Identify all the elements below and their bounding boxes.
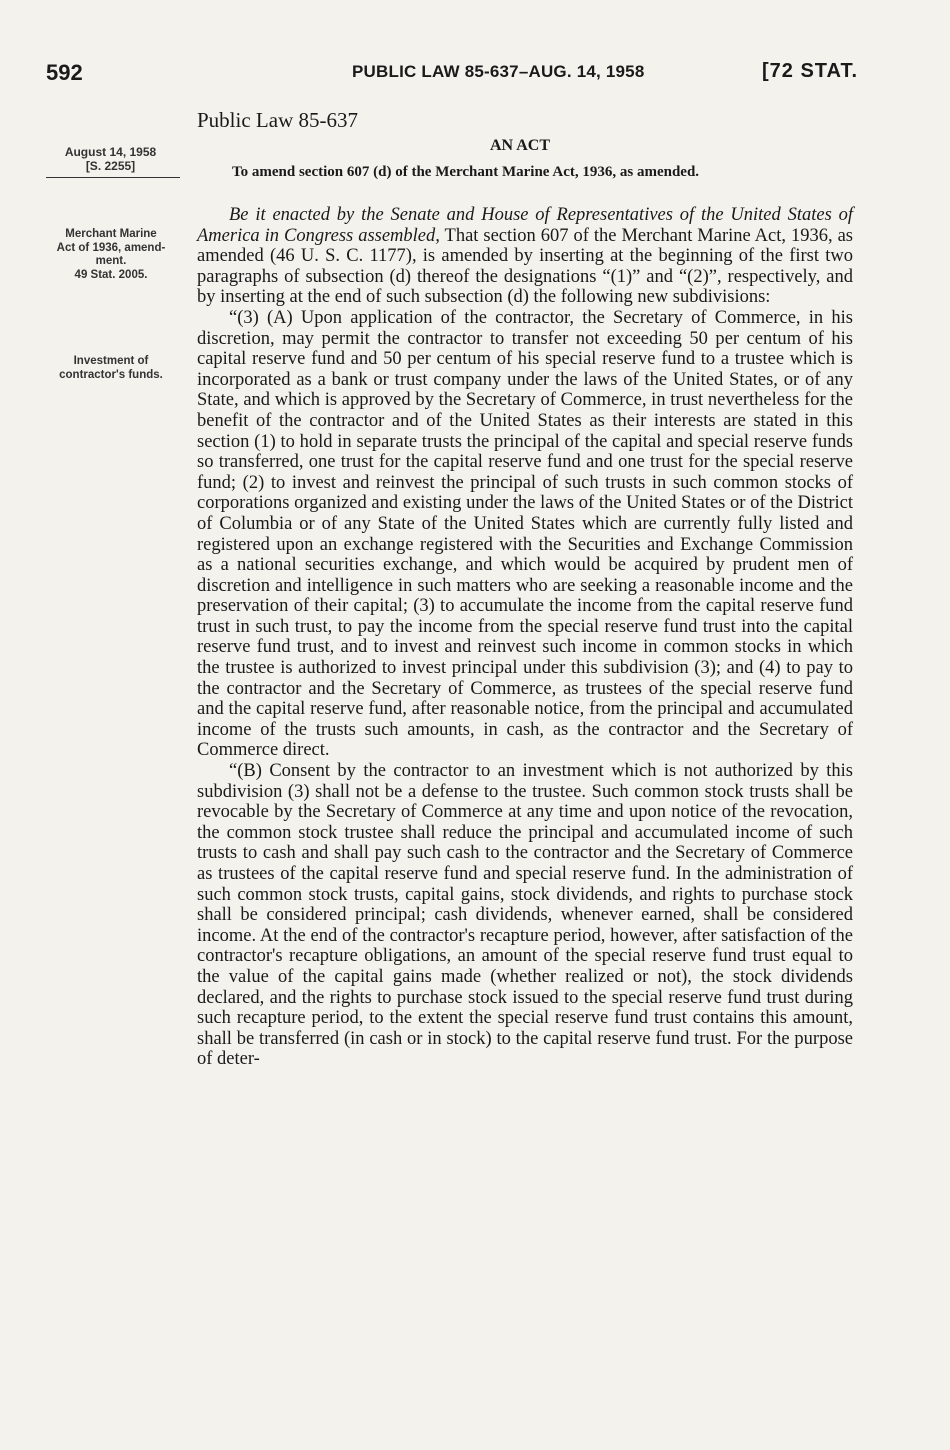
page-number: 592 [46,60,83,85]
act-description: To amend section 607 (d) of the Merchant Marine Act, 1936, as amended. [232,164,700,180]
paragraph-subdivision-3b: “(B) Consent by the contractor to an investment which is not authorized by this subdivision (3) shall not be a defense to the trustee. Such common stock trusts shall be revocable by the Secretary of Commerce at any time and upon notice of the revocation, the common stock trustee shall reduce the principal and accumulated income of such trusts to cash and shall pay such cash to the contractor and the Secretary of Commerce as trustees of the capital reserve fund and special reserve fund. In the administration of such common stock trusts, capital gains, stock dividends, and rights to purchase stock shall be considered principal; cash dividends, whenever earned, shall be considered income. At the end of the contractor's recapture period, however, after satisfaction of the contractor's recapture obligations, an amount of the special reserve fund trust equal to the value of the capital gains made (whether realized or not), the stock dividends declared, and the rights to purchase stock issued to the special reserve fund trust during such recapture period, to the extent the special reserve fund trust contains this amount, shall be transferred (in cash or in stock) to the capital reserve fund trust. For the purpose of deter- [197,761,853,1070]
running-title: PUBLIC LAW 85-637–AUG. 14, 1958 [352,62,645,81]
paragraph-subdivision-3a: “(3) (A) Upon application of the contractor, the Secretary of Commerce, in his discretion, may permit the contractor to transfer not exceeding 50 per centum of his capital reserve fund and 50 per centum of his special reserve fund to a trustee which is incorporated as a bank or trust company under the laws of the United States, or of any State, and which is approved by the Secretary of Commerce, in trust nevertheless for the benefit of the contractor and of the United States as their interests are stated in this section (1) to hold in separate trusts the principal of the capital and special reserve funds so transferred, one trust for the capital reserve fund and one trust for the special reserve fund; (2) to invest and reinvest the principal of such trusts in such common stocks of corporations organized and existing under the laws of the United States or of the District of Columbia or of any State of the United States which are currently fully listed and registered upon an exchange registered with the Securities and Exchange Commission as a national securities exchange, and which would be acquired by prudent men of discretion and intelligence in such matters who are seeking a reasonable income and the preservation of their capital; (3) to accumulate the income from the capital reserve fund trust in such trust, to pay the income from the special reserve fund trust into the capital reserve fund trust, and to invest and reinvest such income in common stocks in which the trustee is authorized to invest principal under this subdivision (3); and (4) to pay to the contractor and the Secretary of Commerce, as trustees of the special reserve fund and the capital reserve fund, after reasonable notice, from the principal and accumulated income of the trusts such amounts, in cash, as the contractor and the Secretary of Commerce direct. [197,307,853,761]
law-title: Public Law 85-637 [197,108,358,132]
margin-note-line: 49 Stat. 2005. [74,268,148,281]
margin-divider [46,177,180,178]
margin-bill-number: [S. 2255] [85,159,136,173]
margin-date: August 14, 1958 [64,145,157,159]
act-label: AN ACT [490,137,551,154]
margin-note-amendment [36,228,186,282]
paragraph-text: That section 607 of the Merchant Marine Act, 1936, as amended (46 U. S. C. 1177), is amended by inserting at the beginning of the first two paragraphs of subsection (d) thereof the designations “(1)” and “(2)”, respectively, and by inserting at the end of such subsection (d) the following new subdivisions: [197,225,853,308]
margin-date-note [38,145,183,173]
margin-note-line: ment. [95,255,127,267]
margin-note-investment [36,355,186,382]
margin-note-line: Investment of [73,355,149,367]
margin-note-line: contractor's funds. [59,368,163,381]
enacting-clause: Be it enacted by the Senate and House of Representatives of the United States of America in Congress assembled, [197,205,853,246]
margin-note-line: Merchant Marine [65,228,157,240]
statute-reference: [72 STAT. [762,60,859,82]
page-header [46,60,866,90]
law-body [197,205,853,1070]
paragraph-enacting [197,205,853,308]
margin-note-line: Act of 1936, amend- [56,241,166,254]
